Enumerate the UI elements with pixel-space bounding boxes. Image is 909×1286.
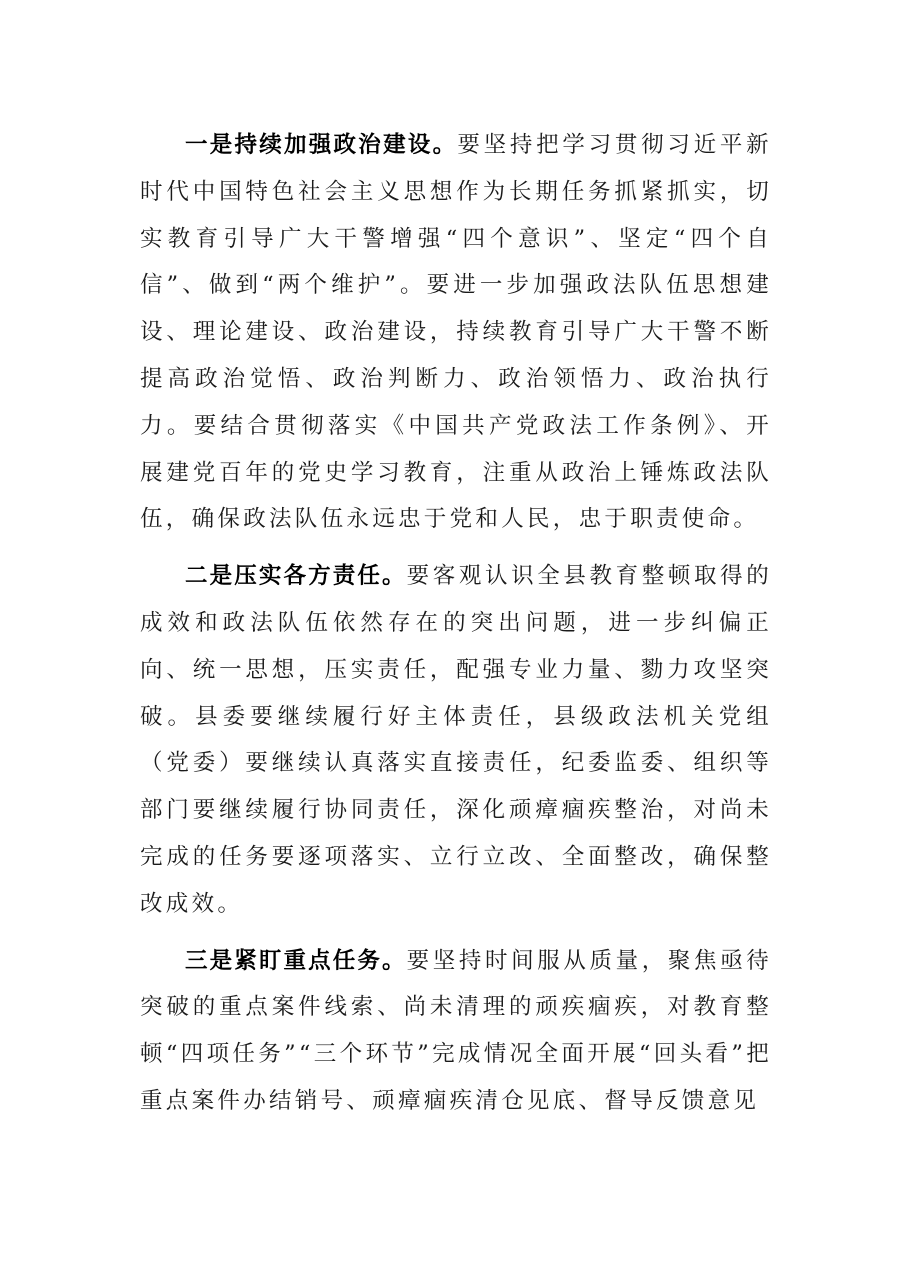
paragraph-political-building: [140, 122, 772, 543]
paragraph-text: 要客观认识全县教育整顿取得的成效和政法队伍依然存在的突出问题，进一步纠偏正向、统一思想，压实责任，配强专业力量、勠力攻坚突破。县委要继续履行好主体责任，县级政法机关党组（党委）要继续认真落实直接责任，纪委监委、组织等部门要继续履行协同责任，深化顽瘴痼疾整治，对尚未完成的任务要逐项落实、立行立改、全面整改，确保整改成效。: [140, 563, 773, 917]
document-body: [140, 122, 772, 1135]
paragraph-lead: 三是紧盯重点任务。: [185, 947, 407, 974]
paragraph-lead: 一是持续加强政治建设。: [185, 132, 458, 158]
paragraph-text: 要坚持把学习贯彻习近平新时代中国特色社会主义思想作为长期任务抓紧抓实，切实教育引导广大干警增强“四个意识”、坚定“四个自信”、做到“两个维护”。要进一步加强政法队伍思想建设、理论建设、政治建设，持续教育引导广大干警不断提高政治觉悟、政治判断力、政治领悟力、政治执行力。要结合贯彻落实《中国共产党政法工作条例》、开展建党百年的党史学习教育，注重从政治上锤炼政法队伍，确保政法队伍永远忠于党和人民，忠于职责使命。: [140, 132, 772, 533]
paragraph-lead: 二是压实各方责任。: [185, 563, 407, 590]
paragraph-key-tasks: [140, 938, 772, 1125]
paragraph-text: 要坚持时间服从质量，聚焦亟待突破的重点案件线索、尚未清理的顽疾痼疾，对教育整顿“四项任务”“三个环节”完成情况全面开展“回头看”把重点案件办结销号、顽瘴痼疾清仓见底、督导反馈意见: [140, 947, 773, 1114]
paragraph-responsibility: [140, 553, 772, 927]
